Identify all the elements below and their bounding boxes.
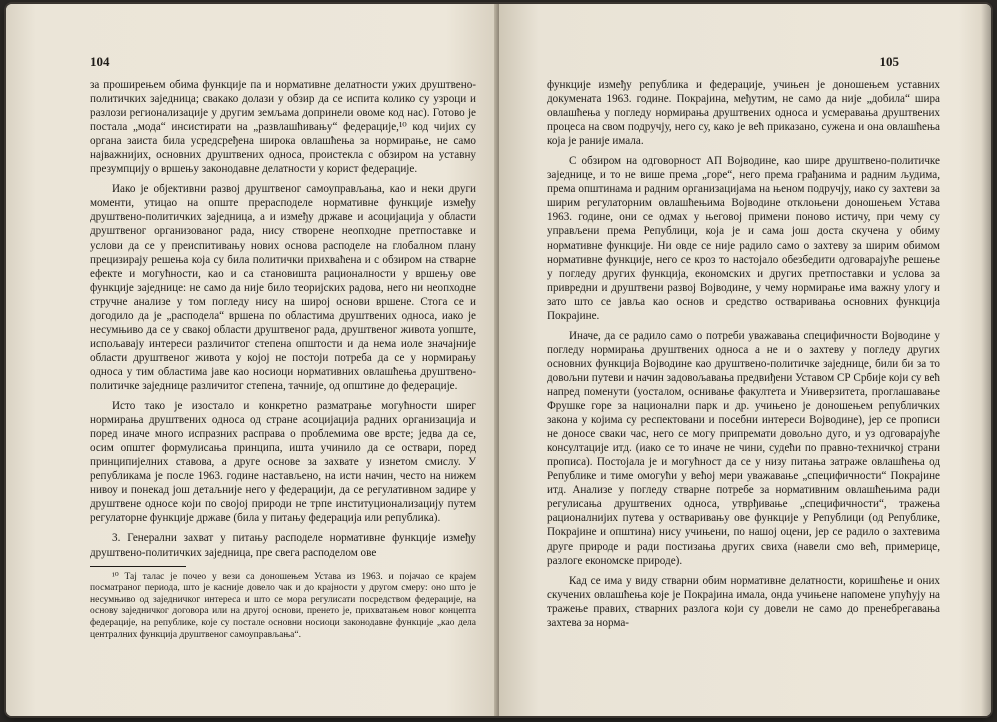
- paragraph: Иначе, да се радило само о потреби уважавања специфичности Војводине у погледу нормирања друштвених односа а не и о захтеву у погледу других основних функција Војводине као друштвено-политичке заједнице, били би за то довољни путеви и начин задовољавања предвиђени Уставом СР Србије који су већ напред поменути (уосталом, оснивање факултета и Универзитета, проглашавање Фрушке горе за национални парк и др. учињено је доношењем републичких закона у којима су респектовани и посебни интереси Војводине), јер се прописи не доносе сваки час, него се могу припремати довољно дуго, и уз одговарајуће консултације итд. (иако се то иначе не чини, судећи по правно-техничкој страни прописа). Постојала је и могућност да се у низу питања затраже овлашћења од Републике и тиме омогући у већој мери уважавање „специфичности“ Покрајине итд. Анализе у погледу стварне потребе за нормативним овлашћењима ради регулисања друштвених односа, утврђивање „специфичности“, тражења рационалнијих путева у остваривању ове функције у Републици (од Републике, Покрајине и општина) нису учињени, по нашој оцени, јер се радило о захтевима друге природе и ради постизања других свиха (навели смо већ, примерице, разлоге економске природе).: [547, 329, 940, 567]
- left-page: [6, 4, 498, 716]
- paragraph: Кад се има у виду стварни обим нормативне делатности, коришћење и оних скучених овлашћења које је Покрајина имала, онда учињене напомене упућују на тражење правих, стварних разлога који су довели не само до пренебрегавања захтева за норма-: [547, 574, 940, 629]
- right-page: [499, 4, 991, 716]
- page-number-left: 104: [90, 54, 110, 69]
- footnote-rule: [90, 566, 186, 567]
- paragraph: Иако је објективни развој друштвеног самоуправљања, као и неки други моменти, утицао на опште прерасподеле нормативне функције између друштвено-политичких заједница, а и између државе и асоцијација у области друштвеног организованог рада, нису створене неопходне претпоставке и услови да се у преиспитивању нових основа расподеле на глобалном плану прецизирају решења која су била политички прихваћена и с обзиром на стварне ефекте и могућности, као и са становишта рационалности у вршењу ове функције заједнице: не само да није било теоријских радова, него ни неопходне стручне анализе у том погледу нису на широј основи вршене. Стога се и догодило да је „расподела“ вршена по областима друштвених односа, иако је несумњиво да се у свакој области друштвеног рада, друштвеног живота уопште, испољавају интереси различитог степена општости и да нема иоле значајније области друштвеног живота у којој не постоји потреба да се у нормирању односа у тим областима јаве као носиоци нормативних овлашћења друштвено-политичке заједнице различитог степена, тачније, од општине до федерације.: [90, 183, 476, 392]
- right-page-body: [547, 78, 940, 636]
- page-edge-shadow: [981, 4, 991, 716]
- paragraph: функције између република и федерације, учињен је доношењем уставних докумената 1963. године. Покрајина, међутим, не само да није „добила“ шира овлашћења у погледу нормирања друштвених односа и усмеравања друштвених процеса на свом подручју, него су, како је већ приказано, сужена и она овлашћења која је раније имала.: [547, 79, 940, 148]
- footnote: ¹⁰ Тај талас је почео у вези са доношењем Устава из 1963. и појачао се крајем посматраног периода, што је касније довело чак и до крајности у другом смеру: оно што је несумњиво од заједничког интереса и што се мора регулисати посредством федерације, на основу заједничког договора или на другој основи, пренето је, прихватањем новог концепта федерације, на републике, које су постале основни носиоци законодавне функције „као дела централних функција друштвеног самоуправљања“.: [90, 571, 476, 640]
- paragraph: 3. Генерални захват у питању расподеле нормативне функције између друштвено-политичких заједница, пре свега расподелом ове: [90, 532, 476, 559]
- paragraph: Исто тако је изостало и конкретно разматрање могућности ширег нормирања друштвених односа од стране асоцијација радних организација и поред иначе много испразних расправа о проблемима ове врсте; једва да се, осим општег формулисања принципа, ишта учинило да се оствари, поред принципијелних ставова, а друге основе за захвате у изнетом смислу. У републикама је после 1963. године настављено, на исти начин, често на нижем нивоу и понекад још детаљније него у федерацији, да се регулативном задире у друштвене односе који по својој природи не трпе институционализацију путем регулаторне функције државе (била у питању федерација или република).: [90, 400, 476, 525]
- page-number-right: 105: [879, 54, 899, 69]
- left-page-body: [90, 78, 476, 647]
- open-book: [6, 4, 991, 716]
- paragraph: за проширењем обима функције па и нормативне делатности ужих друштвено-политичких заједница; свакако долази у обзир да се испита колико су узроци и разлози регионализације у другим земљама допринели овоме код нас). Готово је постала „мода“ инсистирати на „развлашћивању“ федерације,¹⁰ код чијих су органа заиста била усредсређена широка овлашћења за нормирање, не само најважнијих, основних друштвених односа, проистекла с обзиром на уставну презумпцију о вршењу законодавне делатности у корист федерације.: [90, 79, 476, 176]
- paragraph: С обзиром на одговорност АП Војводине, као шире друштвено-политичке заједнице, и то не више према „горе“, него према грађанима и радним људима, према општинама и радним организацијама на њеном подручју, иако су захтеви за ширим регулаторним овлашћењима Војводине отклоњени доношењем Устава 1963. године, они се одмах у његовој примени поново истичу, при чему су управљени према Републици, која је и сама још доста скучена у обиму нормативне функције. Ни овде се није радило само о захтеву за ширим обимом нормативне функције, него се кроз то настојало обезбедити одговарајуће решење у погледу других функција, економских и других претпоставки и услова за привредни и друштвени развој Војводине, у чему нормирање има важну улогу и зато што се јавља као основ и средство остваривања основних функција Покрајине.: [547, 155, 940, 322]
